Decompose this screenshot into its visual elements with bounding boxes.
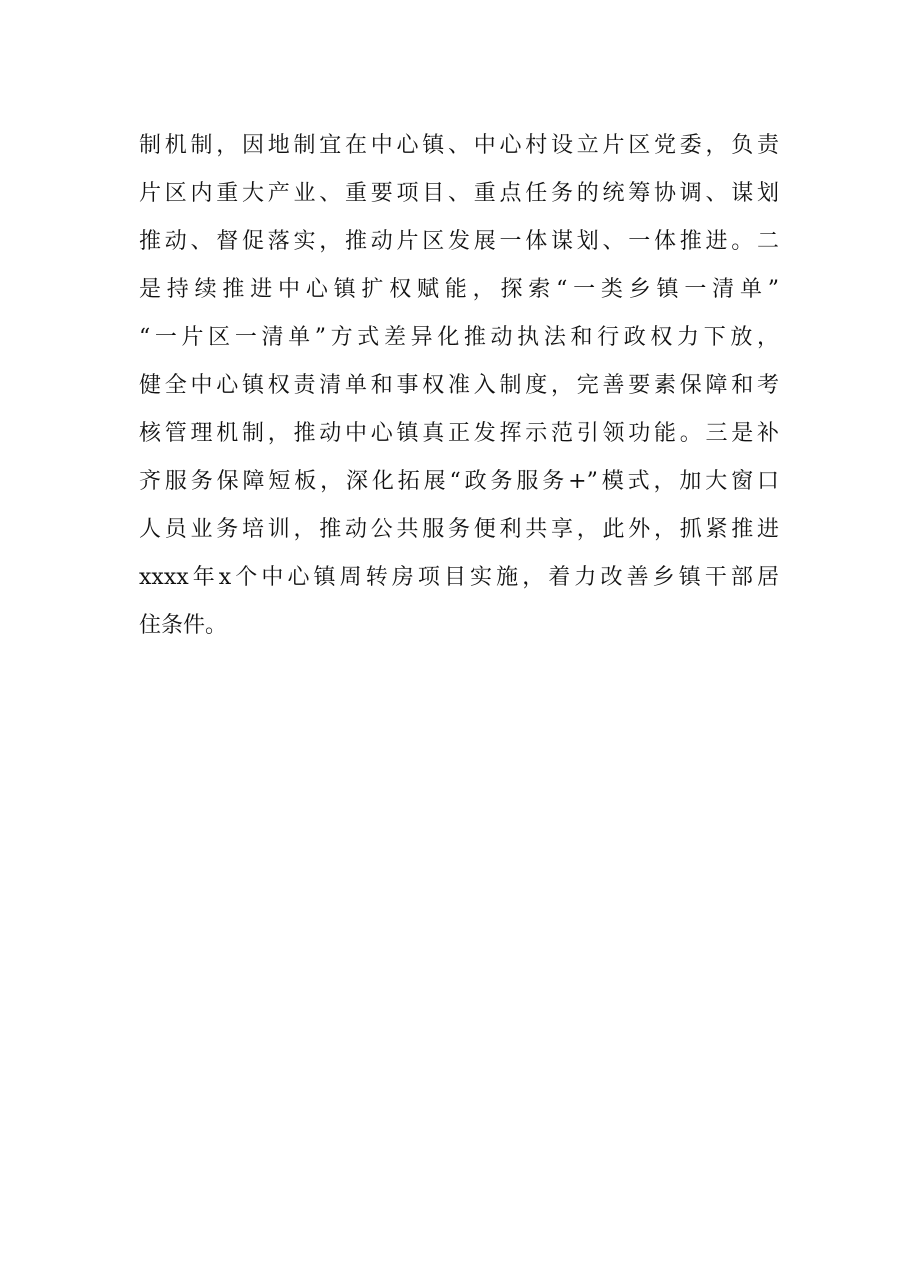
paragraph-line: 健全中心镇权责清单和事权准入制度，完善要素保障和考 (139, 373, 779, 398)
paragraph-line: 是持续推进中心镇扩权赋能，探索“一类乡镇一清单” (139, 277, 779, 302)
paragraph-line: 推动、督促落实，推动片区发展一体谋划、一体推进。二 (139, 229, 779, 254)
paragraph-line: 齐服务保障短板，深化拓展“政务服务+”模式，加大窗口 (139, 469, 779, 494)
body-paragraph (139, 122, 779, 650)
paragraph-line: 制机制，因地制宜在中心镇、中心村设立片区党委，负责 (139, 133, 779, 158)
paragraph-line: 住条件。 (139, 613, 228, 638)
paragraph-line: “一片区一清单”方式差异化推动执法和行政权力下放， (139, 325, 779, 350)
paragraph-line: 片区内重大产业、重要项目、重点任务的统筹协调、谋划 (139, 181, 779, 206)
paragraph-line: xxxx年x个中心镇周转房项目实施，着力改善乡镇干部居 (139, 565, 779, 590)
paragraph-line: 核管理机制，推动中心镇真正发挥示范引领功能。三是补 (139, 421, 779, 446)
paragraph-line: 人员业务培训，推动公共服务便利共享，此外，抓紧推进 (139, 517, 779, 542)
